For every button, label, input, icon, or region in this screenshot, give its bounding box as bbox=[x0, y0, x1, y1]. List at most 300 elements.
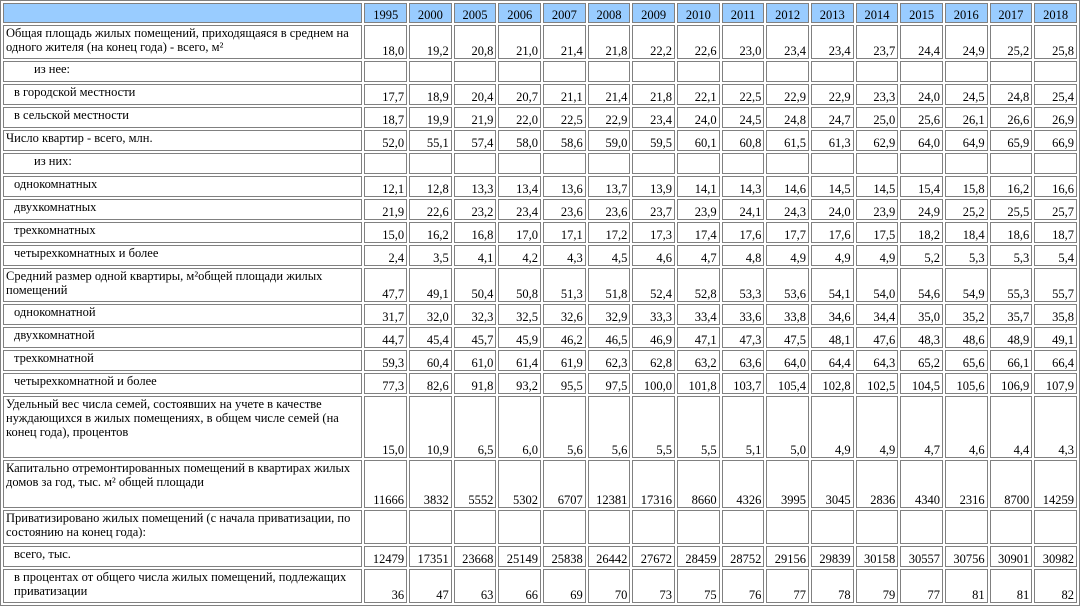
table-row bbox=[3, 84, 1077, 105]
table-row bbox=[3, 510, 1077, 544]
row-label: однокомнатной bbox=[3, 304, 362, 325]
value-cell: 23,6 bbox=[543, 199, 586, 220]
value-cell: 61,4 bbox=[498, 350, 541, 371]
value-cell: 23,4 bbox=[766, 25, 809, 59]
value-cell: 61,0 bbox=[454, 350, 497, 371]
value-cell bbox=[364, 510, 407, 544]
table-row bbox=[3, 373, 1077, 394]
value-cell: 5,4 bbox=[1034, 245, 1077, 266]
value-cell: 45,4 bbox=[409, 327, 452, 348]
value-cell bbox=[766, 61, 809, 82]
value-cell: 24,9 bbox=[900, 199, 943, 220]
row-label: из нее: bbox=[3, 61, 362, 82]
value-cell: 30901 bbox=[990, 546, 1033, 567]
value-cell: 21,8 bbox=[588, 25, 631, 59]
value-cell: 60,4 bbox=[409, 350, 452, 371]
value-cell: 47,3 bbox=[722, 327, 765, 348]
value-cell: 33,6 bbox=[722, 304, 765, 325]
value-cell: 81 bbox=[945, 569, 988, 603]
table-row bbox=[3, 199, 1077, 220]
value-cell: 61,3 bbox=[811, 130, 854, 151]
value-cell: 16,2 bbox=[409, 222, 452, 243]
value-cell bbox=[900, 510, 943, 544]
value-cell: 4,9 bbox=[856, 245, 899, 266]
value-cell: 23,7 bbox=[632, 199, 675, 220]
value-cell: 30982 bbox=[1034, 546, 1077, 567]
table-row bbox=[3, 222, 1077, 243]
table-row bbox=[3, 107, 1077, 128]
value-cell bbox=[900, 153, 943, 174]
value-cell: 93,2 bbox=[498, 373, 541, 394]
value-cell: 17,0 bbox=[498, 222, 541, 243]
value-cell: 35,8 bbox=[1034, 304, 1077, 325]
row-label: Средний размер одной квартиры, м²общей площади жилых помещений bbox=[3, 268, 362, 302]
value-cell: 23,0 bbox=[722, 25, 765, 59]
row-label: четырехкомнатной и более bbox=[3, 373, 362, 394]
value-cell: 32,9 bbox=[588, 304, 631, 325]
value-cell: 17,7 bbox=[766, 222, 809, 243]
value-cell: 18,6 bbox=[990, 222, 1033, 243]
value-cell: 49,1 bbox=[1034, 327, 1077, 348]
value-cell: 4,4 bbox=[990, 396, 1033, 458]
value-cell: 23,4 bbox=[498, 199, 541, 220]
value-cell: 21,4 bbox=[543, 25, 586, 59]
value-cell bbox=[498, 510, 541, 544]
value-cell: 45,9 bbox=[498, 327, 541, 348]
value-cell: 57,4 bbox=[454, 130, 497, 151]
value-cell: 17,4 bbox=[677, 222, 720, 243]
value-cell: 62,9 bbox=[856, 130, 899, 151]
value-cell bbox=[677, 510, 720, 544]
value-cell: 63,2 bbox=[677, 350, 720, 371]
value-cell: 35,2 bbox=[945, 304, 988, 325]
table-row bbox=[3, 176, 1077, 197]
value-cell: 48,3 bbox=[900, 327, 943, 348]
value-cell bbox=[811, 153, 854, 174]
value-cell: 22,9 bbox=[766, 84, 809, 105]
year-header: 2005 bbox=[454, 3, 497, 23]
value-cell: 29839 bbox=[811, 546, 854, 567]
value-cell: 25,2 bbox=[945, 199, 988, 220]
value-cell: 28752 bbox=[722, 546, 765, 567]
value-cell: 95,5 bbox=[543, 373, 586, 394]
value-cell: 32,5 bbox=[498, 304, 541, 325]
year-header: 2009 bbox=[632, 3, 675, 23]
value-cell: 22,2 bbox=[632, 25, 675, 59]
value-cell: 21,8 bbox=[632, 84, 675, 105]
value-cell: 2836 bbox=[856, 460, 899, 508]
value-cell: 4,6 bbox=[945, 396, 988, 458]
value-cell: 17,6 bbox=[722, 222, 765, 243]
value-cell bbox=[588, 510, 631, 544]
value-cell: 25838 bbox=[543, 546, 586, 567]
value-cell: 23,4 bbox=[632, 107, 675, 128]
value-cell: 36 bbox=[364, 569, 407, 603]
value-cell: 4,7 bbox=[900, 396, 943, 458]
value-cell: 3832 bbox=[409, 460, 452, 508]
value-cell: 91,8 bbox=[454, 373, 497, 394]
value-cell: 47 bbox=[409, 569, 452, 603]
value-cell: 13,4 bbox=[498, 176, 541, 197]
table-body bbox=[3, 25, 1077, 603]
value-cell: 22,6 bbox=[409, 199, 452, 220]
value-cell: 18,0 bbox=[364, 25, 407, 59]
value-cell: 54,6 bbox=[900, 268, 943, 302]
value-cell: 25,0 bbox=[856, 107, 899, 128]
value-cell: 61,5 bbox=[766, 130, 809, 151]
value-cell: 23,4 bbox=[811, 25, 854, 59]
value-cell bbox=[990, 61, 1033, 82]
value-cell bbox=[1034, 510, 1077, 544]
value-cell: 25,8 bbox=[1034, 25, 1077, 59]
value-cell: 29156 bbox=[766, 546, 809, 567]
value-cell: 26,9 bbox=[1034, 107, 1077, 128]
value-cell: 45,7 bbox=[454, 327, 497, 348]
value-cell bbox=[632, 61, 675, 82]
value-cell: 44,7 bbox=[364, 327, 407, 348]
value-cell: 62,8 bbox=[632, 350, 675, 371]
value-cell bbox=[1034, 61, 1077, 82]
value-cell: 5552 bbox=[454, 460, 497, 508]
value-cell: 17,7 bbox=[364, 84, 407, 105]
value-cell: 12,1 bbox=[364, 176, 407, 197]
value-cell: 101,8 bbox=[677, 373, 720, 394]
value-cell bbox=[900, 61, 943, 82]
row-label: Удельный вес числа семей, состоявших на учете в качестве нуждающихся в жилых помещениях, в общем числе семей (на конец года), процентов bbox=[3, 396, 362, 458]
value-cell: 17,2 bbox=[588, 222, 631, 243]
value-cell: 35,0 bbox=[900, 304, 943, 325]
table-row bbox=[3, 245, 1077, 266]
row-label: Приватизировано жилых помещений (с начала приватизации, по состоянию на конец года): bbox=[3, 510, 362, 544]
year-header: 2011 bbox=[722, 3, 765, 23]
year-header: 2018 bbox=[1034, 3, 1077, 23]
value-cell: 23,2 bbox=[454, 199, 497, 220]
row-label: в сельской местности bbox=[3, 107, 362, 128]
value-cell: 5,6 bbox=[543, 396, 586, 458]
value-cell: 23,9 bbox=[677, 199, 720, 220]
value-cell: 79 bbox=[856, 569, 899, 603]
value-cell: 105,6 bbox=[945, 373, 988, 394]
row-label: Общая площадь жилых помещений, приходящаяся в среднем на одного жителя (на конец года) - всего, м² bbox=[3, 25, 362, 59]
value-cell: 58,0 bbox=[498, 130, 541, 151]
value-cell: 4,5 bbox=[588, 245, 631, 266]
table-row bbox=[3, 25, 1077, 59]
value-cell bbox=[364, 153, 407, 174]
value-cell: 65,2 bbox=[900, 350, 943, 371]
value-cell: 13,9 bbox=[632, 176, 675, 197]
value-cell: 14,3 bbox=[722, 176, 765, 197]
value-cell: 22,5 bbox=[543, 107, 586, 128]
value-cell bbox=[766, 153, 809, 174]
value-cell bbox=[454, 510, 497, 544]
value-cell: 64,0 bbox=[900, 130, 943, 151]
value-cell bbox=[364, 61, 407, 82]
value-cell: 26,6 bbox=[990, 107, 1033, 128]
value-cell: 32,3 bbox=[454, 304, 497, 325]
value-cell: 47,6 bbox=[856, 327, 899, 348]
year-header: 2015 bbox=[900, 3, 943, 23]
value-cell: 17316 bbox=[632, 460, 675, 508]
value-cell: 10,9 bbox=[409, 396, 452, 458]
value-cell: 24,4 bbox=[900, 25, 943, 59]
value-cell: 97,5 bbox=[588, 373, 631, 394]
value-cell bbox=[632, 153, 675, 174]
value-cell: 47,5 bbox=[766, 327, 809, 348]
value-cell: 15,0 bbox=[364, 222, 407, 243]
value-cell: 32,0 bbox=[409, 304, 452, 325]
value-cell: 14,5 bbox=[856, 176, 899, 197]
year-header: 2017 bbox=[990, 3, 1033, 23]
value-cell: 4,9 bbox=[811, 245, 854, 266]
value-cell: 22,1 bbox=[677, 84, 720, 105]
value-cell: 5,3 bbox=[945, 245, 988, 266]
year-header: 2000 bbox=[409, 3, 452, 23]
value-cell: 17,1 bbox=[543, 222, 586, 243]
value-cell: 18,4 bbox=[945, 222, 988, 243]
header-corner-cell bbox=[3, 3, 362, 23]
value-cell bbox=[722, 61, 765, 82]
value-cell: 22,9 bbox=[811, 84, 854, 105]
value-cell: 64,3 bbox=[856, 350, 899, 371]
value-cell bbox=[945, 510, 988, 544]
value-cell: 19,9 bbox=[409, 107, 452, 128]
value-cell: 6,5 bbox=[454, 396, 497, 458]
value-cell: 3995 bbox=[766, 460, 809, 508]
value-cell: 12381 bbox=[588, 460, 631, 508]
value-cell: 3045 bbox=[811, 460, 854, 508]
value-cell: 100,0 bbox=[632, 373, 675, 394]
table-row bbox=[3, 396, 1077, 458]
value-cell: 47,7 bbox=[364, 268, 407, 302]
value-cell: 5,2 bbox=[900, 245, 943, 266]
value-cell: 51,3 bbox=[543, 268, 586, 302]
value-cell: 59,5 bbox=[632, 130, 675, 151]
value-cell: 52,4 bbox=[632, 268, 675, 302]
value-cell: 106,9 bbox=[990, 373, 1033, 394]
value-cell: 65,9 bbox=[990, 130, 1033, 151]
value-cell: 21,9 bbox=[364, 199, 407, 220]
value-cell: 5302 bbox=[498, 460, 541, 508]
value-cell: 14,6 bbox=[766, 176, 809, 197]
value-cell: 52,8 bbox=[677, 268, 720, 302]
value-cell: 18,9 bbox=[409, 84, 452, 105]
value-cell: 50,8 bbox=[498, 268, 541, 302]
value-cell: 76 bbox=[722, 569, 765, 603]
value-cell: 78 bbox=[811, 569, 854, 603]
value-cell: 30158 bbox=[856, 546, 899, 567]
value-cell: 17,3 bbox=[632, 222, 675, 243]
table-row bbox=[3, 268, 1077, 302]
value-cell: 5,0 bbox=[766, 396, 809, 458]
value-cell: 4,8 bbox=[722, 245, 765, 266]
value-cell: 8700 bbox=[990, 460, 1033, 508]
value-cell: 66,9 bbox=[1034, 130, 1077, 151]
year-header: 2006 bbox=[498, 3, 541, 23]
value-cell: 21,9 bbox=[454, 107, 497, 128]
value-cell: 58,6 bbox=[543, 130, 586, 151]
value-cell: 5,3 bbox=[990, 245, 1033, 266]
value-cell: 16,8 bbox=[454, 222, 497, 243]
value-cell bbox=[543, 510, 586, 544]
value-cell: 25149 bbox=[498, 546, 541, 567]
row-label: трехкомнатной bbox=[3, 350, 362, 371]
value-cell: 24,8 bbox=[766, 107, 809, 128]
value-cell: 4,9 bbox=[811, 396, 854, 458]
value-cell bbox=[677, 153, 720, 174]
value-cell: 65,6 bbox=[945, 350, 988, 371]
value-cell: 77 bbox=[766, 569, 809, 603]
table-row bbox=[3, 304, 1077, 325]
value-cell: 12479 bbox=[364, 546, 407, 567]
value-cell: 21,4 bbox=[588, 84, 631, 105]
value-cell: 13,7 bbox=[588, 176, 631, 197]
table-row bbox=[3, 130, 1077, 151]
value-cell: 70 bbox=[588, 569, 631, 603]
value-cell: 3,5 bbox=[409, 245, 452, 266]
value-cell: 59,3 bbox=[364, 350, 407, 371]
value-cell: 22,6 bbox=[677, 25, 720, 59]
value-cell: 5,5 bbox=[677, 396, 720, 458]
value-cell: 48,9 bbox=[990, 327, 1033, 348]
value-cell: 4,2 bbox=[498, 245, 541, 266]
value-cell: 49,1 bbox=[409, 268, 452, 302]
value-cell: 61,9 bbox=[543, 350, 586, 371]
value-cell: 63 bbox=[454, 569, 497, 603]
value-cell: 13,6 bbox=[543, 176, 586, 197]
value-cell: 107,9 bbox=[1034, 373, 1077, 394]
value-cell: 66 bbox=[498, 569, 541, 603]
header-row bbox=[3, 3, 1077, 23]
value-cell bbox=[409, 510, 452, 544]
value-cell bbox=[498, 61, 541, 82]
value-cell: 16,2 bbox=[990, 176, 1033, 197]
value-cell: 46,5 bbox=[588, 327, 631, 348]
value-cell: 30557 bbox=[900, 546, 943, 567]
value-cell bbox=[811, 61, 854, 82]
value-cell: 46,2 bbox=[543, 327, 586, 348]
value-cell: 75 bbox=[677, 569, 720, 603]
value-cell: 31,7 bbox=[364, 304, 407, 325]
year-header: 2007 bbox=[543, 3, 586, 23]
table-row bbox=[3, 153, 1077, 174]
value-cell bbox=[677, 61, 720, 82]
value-cell: 82 bbox=[1034, 569, 1077, 603]
value-cell bbox=[945, 153, 988, 174]
value-cell: 102,5 bbox=[856, 373, 899, 394]
value-cell: 102,8 bbox=[811, 373, 854, 394]
year-header: 2008 bbox=[588, 3, 631, 23]
value-cell: 2316 bbox=[945, 460, 988, 508]
value-cell: 66,1 bbox=[990, 350, 1033, 371]
table-row bbox=[3, 327, 1077, 348]
value-cell: 20,8 bbox=[454, 25, 497, 59]
value-cell: 15,0 bbox=[364, 396, 407, 458]
value-cell: 63,6 bbox=[722, 350, 765, 371]
value-cell bbox=[543, 153, 586, 174]
value-cell: 15,8 bbox=[945, 176, 988, 197]
value-cell: 4,9 bbox=[766, 245, 809, 266]
value-cell: 28459 bbox=[677, 546, 720, 567]
value-cell: 35,7 bbox=[990, 304, 1033, 325]
value-cell: 21,1 bbox=[543, 84, 586, 105]
value-cell: 30756 bbox=[945, 546, 988, 567]
value-cell: 48,1 bbox=[811, 327, 854, 348]
year-header: 1995 bbox=[364, 3, 407, 23]
value-cell: 8660 bbox=[677, 460, 720, 508]
value-cell: 55,7 bbox=[1034, 268, 1077, 302]
value-cell: 23668 bbox=[454, 546, 497, 567]
value-cell bbox=[454, 153, 497, 174]
value-cell bbox=[454, 61, 497, 82]
value-cell bbox=[856, 153, 899, 174]
value-cell: 21,0 bbox=[498, 25, 541, 59]
year-header: 2013 bbox=[811, 3, 854, 23]
table-row bbox=[3, 569, 1077, 603]
value-cell bbox=[856, 510, 899, 544]
value-cell: 53,3 bbox=[722, 268, 765, 302]
value-cell: 22,5 bbox=[722, 84, 765, 105]
value-cell: 25,6 bbox=[900, 107, 943, 128]
value-cell: 14259 bbox=[1034, 460, 1077, 508]
value-cell bbox=[856, 61, 899, 82]
year-header: 2016 bbox=[945, 3, 988, 23]
value-cell: 34,4 bbox=[856, 304, 899, 325]
value-cell: 12,8 bbox=[409, 176, 452, 197]
row-label: четырехкомнатных и более bbox=[3, 245, 362, 266]
value-cell: 52,0 bbox=[364, 130, 407, 151]
value-cell: 24,9 bbox=[945, 25, 988, 59]
value-cell: 2,4 bbox=[364, 245, 407, 266]
table-row bbox=[3, 460, 1077, 508]
value-cell: 24,0 bbox=[900, 84, 943, 105]
value-cell bbox=[766, 510, 809, 544]
value-cell: 20,4 bbox=[454, 84, 497, 105]
value-cell: 26,1 bbox=[945, 107, 988, 128]
value-cell: 14,1 bbox=[677, 176, 720, 197]
value-cell: 82,6 bbox=[409, 373, 452, 394]
value-cell: 24,0 bbox=[811, 199, 854, 220]
value-cell: 27672 bbox=[632, 546, 675, 567]
value-cell: 16,6 bbox=[1034, 176, 1077, 197]
value-cell: 15,4 bbox=[900, 176, 943, 197]
value-cell: 104,5 bbox=[900, 373, 943, 394]
value-cell bbox=[409, 61, 452, 82]
value-cell: 55,3 bbox=[990, 268, 1033, 302]
value-cell: 54,0 bbox=[856, 268, 899, 302]
table-row bbox=[3, 61, 1077, 82]
value-cell: 73 bbox=[632, 569, 675, 603]
value-cell: 103,7 bbox=[722, 373, 765, 394]
value-cell: 59,0 bbox=[588, 130, 631, 151]
value-cell: 17,5 bbox=[856, 222, 899, 243]
value-cell: 18,2 bbox=[900, 222, 943, 243]
value-cell bbox=[990, 153, 1033, 174]
value-cell: 17351 bbox=[409, 546, 452, 567]
value-cell: 54,1 bbox=[811, 268, 854, 302]
value-cell: 60,8 bbox=[722, 130, 765, 151]
value-cell: 23,9 bbox=[856, 199, 899, 220]
row-label: в городской местности bbox=[3, 84, 362, 105]
value-cell: 19,2 bbox=[409, 25, 452, 59]
value-cell: 64,0 bbox=[766, 350, 809, 371]
value-cell: 33,3 bbox=[632, 304, 675, 325]
value-cell: 69 bbox=[543, 569, 586, 603]
value-cell: 25,4 bbox=[1034, 84, 1077, 105]
value-cell: 24,0 bbox=[677, 107, 720, 128]
value-cell: 55,1 bbox=[409, 130, 452, 151]
value-cell bbox=[588, 153, 631, 174]
value-cell: 4326 bbox=[722, 460, 765, 508]
